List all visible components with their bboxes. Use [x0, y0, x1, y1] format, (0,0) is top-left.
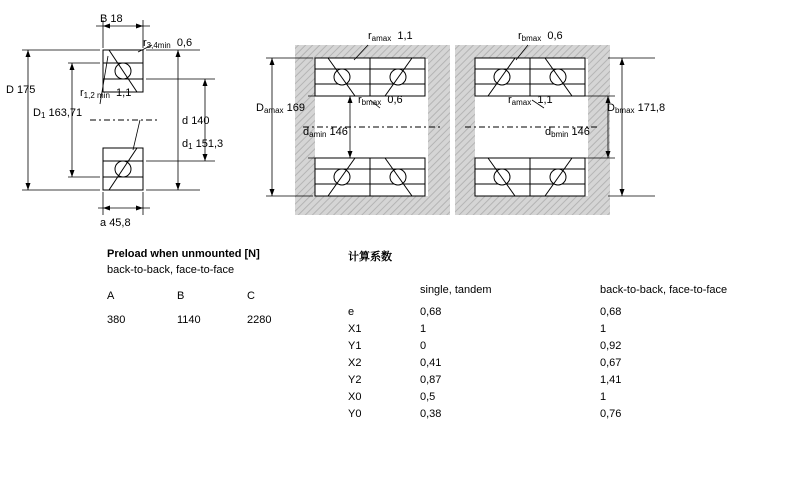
dim-d1-label: $d_1$ 151,3 — [182, 138, 224, 151]
preload-header-C: C — [247, 290, 255, 302]
preload-header-A: A — [107, 290, 115, 302]
dim-Dbmax-label: $D_{bmax}$ 171,8 — [607, 102, 666, 115]
factors-table-title: 计算系数 — [348, 251, 392, 263]
dim-Damax-label: $D_{amax}$ 169 — [256, 102, 305, 115]
factors-row-0-c2: 0,68 — [600, 306, 622, 318]
dim-D1-label: $D_1$ 163,71 — [33, 107, 83, 120]
calculation-factors-table — [348, 248, 778, 424]
dim-ramax-top-label: $r_{amax}$ 1,1 — [368, 30, 413, 43]
factors-row-label-0: e — [348, 306, 355, 318]
factors-row-3-c2: 0,67 — [600, 357, 622, 369]
left-bearing-cross-section — [0, 0, 250, 240]
factors-row-2-c1: 0 — [420, 340, 427, 352]
factors-row-label-3: X2 — [348, 357, 362, 369]
factors-row-label-2: Y1 — [348, 340, 362, 352]
dim-r34min-label: $r_{3,4min}$ 0,6 — [143, 37, 193, 50]
factors-row-0-c1: 0,68 — [420, 306, 442, 318]
dim-D-label: D 175 — [6, 84, 36, 96]
preload-table-subtitle: back-to-back, face-to-face — [107, 264, 235, 276]
right-bearing-pair-section — [440, 0, 730, 240]
dim-d-label: d 140 — [182, 115, 210, 127]
factors-row-1-c1: 1 — [420, 323, 427, 335]
factors-row-6-c2: 0,76 — [600, 408, 622, 420]
factors-col-header-back-to-back: back-to-back, face-to-face — [600, 284, 728, 296]
factors-col-header-single-tandem: single, tandem — [420, 284, 492, 296]
dim-rbmax-top-label: $r_{bmax}$ 0,6 — [518, 30, 563, 43]
preload-table — [107, 248, 317, 350]
factors-row-3-c1: 0,41 — [420, 357, 442, 369]
dim-rbmax-label: $r_{bmax}$ 0,6 — [358, 94, 403, 107]
factors-row-1-c2: 1 — [600, 323, 607, 335]
preload-table-title: Preload when unmounted [N] — [107, 248, 260, 260]
preload-header-B: B — [177, 290, 185, 302]
preload-value-B: 1140 — [177, 314, 201, 326]
factors-row-label-5: X0 — [348, 391, 362, 403]
preload-value-A: 380 — [107, 314, 126, 326]
dim-B-label: B 18 — [100, 13, 123, 25]
factors-row-4-c1: 0,87 — [420, 374, 442, 386]
dim-dbmin-label: $d_{bmin}$ 146 — [545, 126, 590, 139]
factors-row-5-c2: 1 — [600, 391, 607, 403]
dim-a-label: a 45,8 — [100, 217, 131, 229]
factors-row-5-c1: 0,5 — [420, 391, 436, 403]
factors-row-label-1: X1 — [348, 323, 362, 335]
dim-r12min-label: $r_{1,2 min}$ 1,1 — [80, 87, 132, 100]
dim-ramax-label: $r_{amax}$ 1,1 — [508, 94, 553, 107]
dim-damin-label: $d_{amin}$ 146 — [303, 126, 348, 139]
factors-row-label-6: Y0 — [348, 408, 362, 420]
preload-value-C: 2280 — [247, 314, 272, 326]
factors-row-label-4: Y2 — [348, 374, 362, 386]
factors-row-6-c1: 0,38 — [420, 408, 442, 420]
factors-row-2-c2: 0,92 — [600, 340, 622, 352]
factors-row-4-c2: 1,41 — [600, 374, 622, 386]
